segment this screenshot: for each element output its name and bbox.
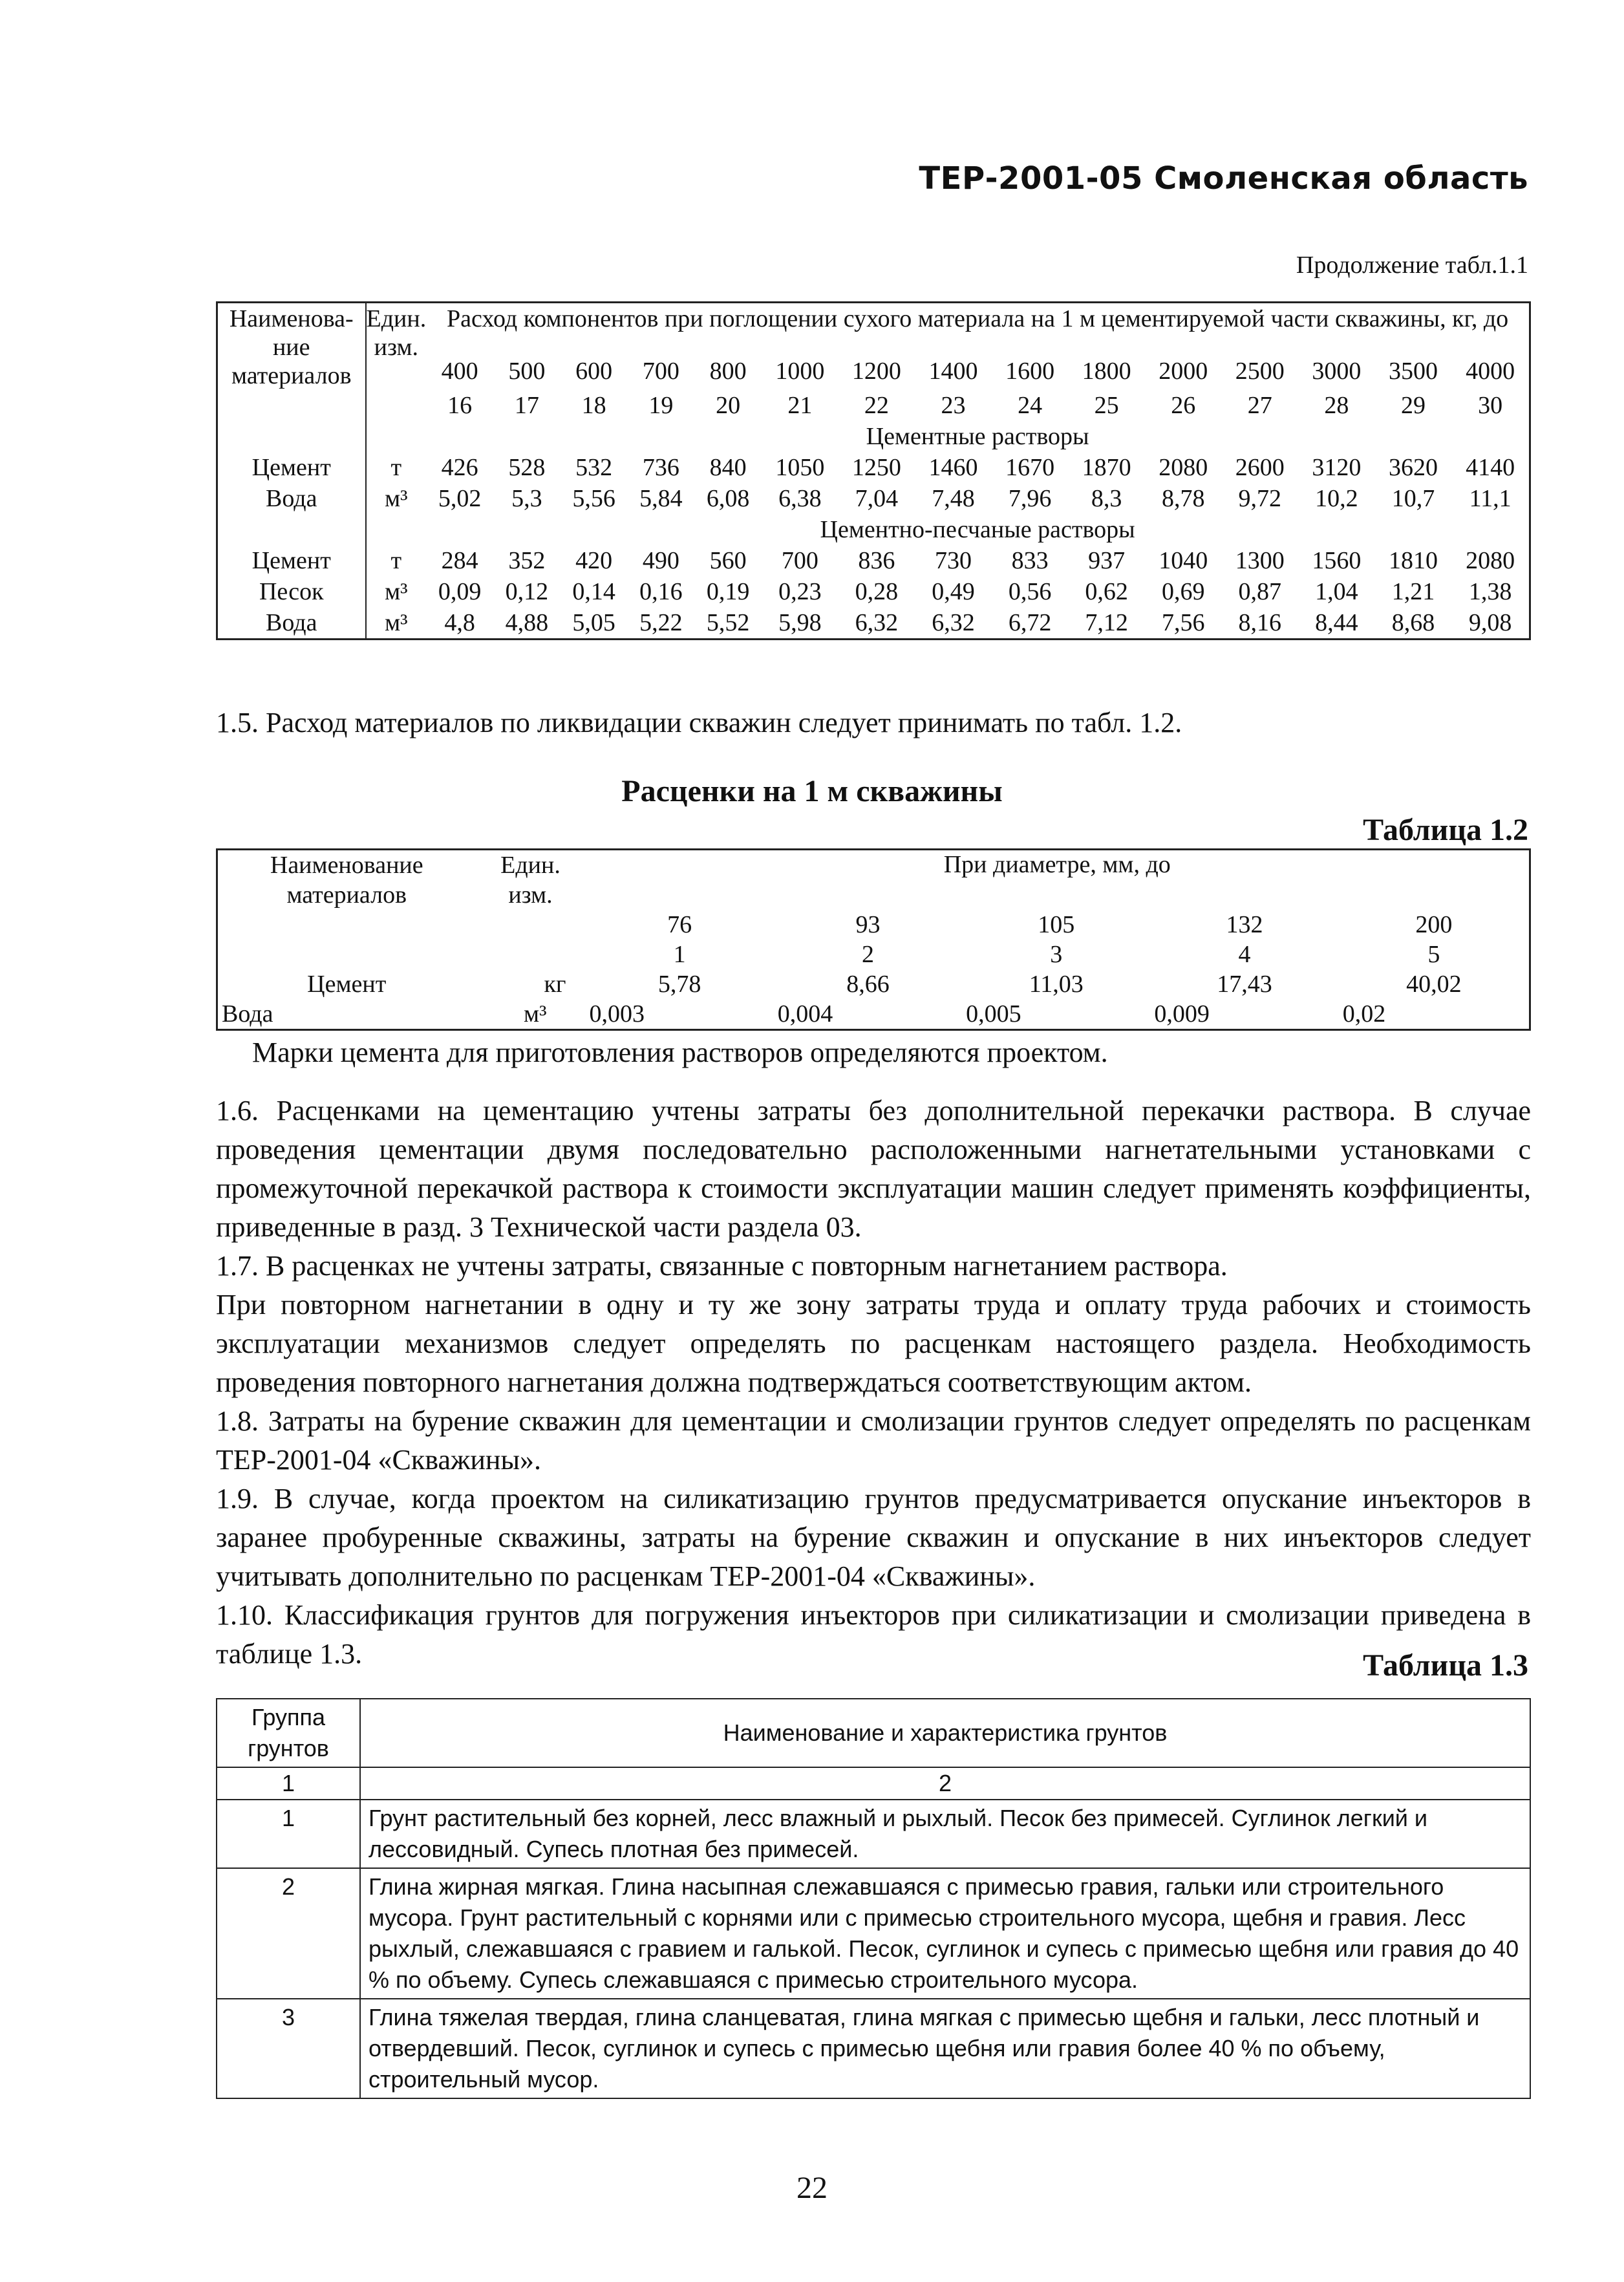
table-row <box>217 483 1530 514</box>
table-cell: 0,16 <box>639 578 683 605</box>
table-cell: 17,43 <box>1217 971 1272 998</box>
table-cell: 7,56 <box>1145 607 1222 640</box>
table-cell: 8,16 <box>1222 607 1299 640</box>
table-cell: 6,72 <box>992 607 1069 640</box>
table-cell: 0,28 <box>855 578 899 605</box>
table-cell: 2080 <box>1466 547 1515 574</box>
table-cell: 0,004 <box>777 1000 833 1028</box>
table-cell: 5,02 <box>438 485 482 512</box>
table-cell: 0,23 <box>778 578 822 605</box>
table-cell: 2080 <box>1159 454 1208 481</box>
table-cell: 532 <box>575 454 613 481</box>
column-number: 25 <box>1094 392 1119 419</box>
t3-group: 2 <box>217 1868 360 1999</box>
table-cell: 0,003 <box>589 1000 645 1028</box>
unit: т <box>390 454 402 481</box>
material-name: Цемент <box>217 452 366 483</box>
table-cell: 1250 <box>851 454 901 481</box>
table-cell: 0,56 <box>1008 578 1052 605</box>
t3-col-header-group: Группа грунтов <box>217 1699 360 1767</box>
table-row <box>217 452 1530 483</box>
t3-description: Грунт растительный без корней, лесс влажный и рыхлый. Песок без примесей. Суглинок легкий и лессовидный. Супесь плотная без примесей. <box>360 1800 1530 1868</box>
col-header-name: Наименова-ние материалов <box>217 303 366 391</box>
column-number: 28 <box>1324 392 1349 419</box>
table-cell: 5,22 <box>628 607 695 640</box>
consumption-value: 1000 <box>775 358 825 385</box>
diameter-value: 132 <box>1226 911 1263 938</box>
unit: м³ <box>385 485 408 512</box>
table-cell: 5,98 <box>762 607 839 640</box>
table-cell: 8,68 <box>1375 607 1452 640</box>
table-cell: 2600 <box>1235 454 1285 481</box>
unit: т <box>390 547 402 574</box>
diameter-value: 93 <box>855 911 881 938</box>
table-cell: 5,84 <box>639 485 683 512</box>
diameter-value: 105 <box>1038 911 1075 938</box>
table-cell: 8,78 <box>1161 485 1205 512</box>
table-cell: 0,69 <box>1161 578 1205 605</box>
column-number: 18 <box>581 392 606 419</box>
paragraph: 1.9. В случае, когда проектом на силикатизацию грунтов предусматривается опускание инъекторов в заранее пробуренные скважины, затраты на бурение скважин и опускание в них инъекторов следует учитывать дополнительно по расценкам ТЕР-2001-04 «Скважины». <box>216 1483 1531 1592</box>
column-number: 3 <box>1050 941 1063 968</box>
table-cell: 1040 <box>1159 547 1208 574</box>
table-cell: 0,005 <box>966 1000 1021 1028</box>
table-cell: 937 <box>1088 547 1126 574</box>
consumption-value: 1600 <box>1005 358 1055 385</box>
table-row <box>217 607 1530 640</box>
table-cell: 6,08 <box>706 485 750 512</box>
table-cell: 5,78 <box>657 971 701 998</box>
table-cell: 6,32 <box>915 607 992 640</box>
t3-group: 3 <box>217 1999 360 2098</box>
table-cell: 9,72 <box>1238 485 1282 512</box>
table-cell: 11,03 <box>1029 971 1084 998</box>
table-1-1 <box>216 301 1531 640</box>
table-cell: 0,49 <box>932 578 975 605</box>
table-cell: 284 <box>441 547 478 574</box>
paragraph: 1.8. Затраты на бурение скважин для цементации и смолизации грунтов следует определять по расценкам ТЕР-2001-04 «Скважины». <box>216 1405 1531 1476</box>
consumption-value: 1400 <box>928 358 978 385</box>
page-number: 22 <box>796 2171 828 2205</box>
column-number: 4 <box>1238 941 1251 968</box>
table-cell: 0,62 <box>1085 578 1128 605</box>
table-cell: 0,12 <box>505 578 549 605</box>
table-cell: 0,87 <box>1238 578 1282 605</box>
t3-colnum: 1 <box>217 1767 360 1800</box>
table-cell: 11,1 <box>1469 485 1512 512</box>
table-cell: 0,009 <box>1154 1000 1210 1028</box>
table-cell: 1,04 <box>1315 578 1358 605</box>
column-number: 26 <box>1171 392 1196 419</box>
table-continuation-label: Продолжение табл.1.1 <box>1296 252 1528 279</box>
consumption-value: 2000 <box>1159 358 1208 385</box>
t2-row-name: Вода <box>222 1000 273 1028</box>
material-name: Вода <box>217 607 366 640</box>
table-cell: 1,21 <box>1391 578 1435 605</box>
table-cell: 0,09 <box>438 578 482 605</box>
table-cell: 1460 <box>928 454 978 481</box>
column-number: 19 <box>648 392 674 419</box>
table-cell: 8,66 <box>846 971 890 998</box>
consumption-value: 1800 <box>1082 358 1131 385</box>
table-cell: 426 <box>441 454 478 481</box>
consumption-value: 800 <box>709 358 747 385</box>
table-cell: 1670 <box>1005 454 1055 481</box>
table-cell: 3120 <box>1312 454 1362 481</box>
diameter-value: 200 <box>1415 911 1453 938</box>
column-number: 24 <box>1018 392 1043 419</box>
column-number: 23 <box>941 392 966 419</box>
table-cell: 8,3 <box>1091 485 1122 512</box>
column-number: 1 <box>673 941 686 968</box>
section-cement-solutions: Цементные растворы <box>866 423 1089 450</box>
paragraph: 1.6. Расценками на цементацию учтены затраты без дополнительной перекачки раствора. В случае проведения цементации двумя последовательно расположенными нагнетательными установками с промежуточной перекачкой раствора к стоимости эксплуатации машин следует применять коэффициенты, приведенные в разд. 3 Технической части раздела 03. <box>216 1095 1531 1243</box>
table-cell: 420 <box>575 547 613 574</box>
consumption-value: 400 <box>441 358 478 385</box>
t2-row-unit: кг <box>544 971 566 998</box>
document-header: ТЕР-2001-05 Смоленская область <box>919 160 1528 197</box>
col-header-unit: Един. изм. <box>366 305 427 361</box>
column-number: 20 <box>716 392 741 419</box>
table-cell: 528 <box>508 454 546 481</box>
t3-col-header-desc: Наименование и характеристика грунтов <box>360 1699 1530 1767</box>
diameter-value: 76 <box>667 911 692 938</box>
paragraph-1-5: 1.5. Расход материалов по ликвидации скважин следует принимать по табл. 1.2. <box>216 707 1182 738</box>
table-cell: 736 <box>642 454 679 481</box>
table-cell: 700 <box>781 547 818 574</box>
table-cell: 40,02 <box>1406 971 1462 998</box>
table-cell: 9,08 <box>1451 607 1530 640</box>
t2-col-header-unit: Един. изм. <box>500 852 561 909</box>
column-number: 30 <box>1478 392 1503 419</box>
table-cell: 1300 <box>1235 547 1285 574</box>
table-cell: 0,19 <box>706 578 750 605</box>
t3-colnum: 2 <box>360 1767 1530 1800</box>
consumption-value: 2500 <box>1235 358 1285 385</box>
table-cell: 8,44 <box>1298 607 1375 640</box>
table-cell: 5,05 <box>561 607 628 640</box>
table-cell: 4140 <box>1466 454 1515 481</box>
table-cell: 730 <box>934 547 972 574</box>
table-cell: 10,2 <box>1315 485 1358 512</box>
t3-description: Глина жирная мягкая. Глина насыпная слежавшаяся с примесью гравия, гальки или строительного мусора. Грунт растительный с корнями или с примесью строительного мусора, щебня и гравия. Лесс рыхлый, слежавшаяся с гравием и галькой. Песок, суглинок и супесь с примесью щебня или гравия до 40 % по объему. Супесь слежавшаяся с примесью строительного мусора. <box>360 1868 1530 1999</box>
body-paragraphs <box>216 1092 1531 1674</box>
consumption-value: 3500 <box>1388 358 1438 385</box>
t2-row-unit: м³ <box>524 1000 547 1028</box>
material-name: Песок <box>217 576 366 607</box>
column-number: 21 <box>787 392 813 419</box>
table-cell: 7,96 <box>1008 485 1052 512</box>
table-row <box>217 576 1530 607</box>
table-cell: 7,12 <box>1068 607 1145 640</box>
table-cell: 1810 <box>1388 547 1438 574</box>
table-cell: 840 <box>709 454 747 481</box>
column-number: 2 <box>861 941 874 968</box>
table-cell: 836 <box>858 547 895 574</box>
table-1-2 <box>216 848 1531 1031</box>
table-cell: 352 <box>508 547 546 574</box>
table-1-2-label: Таблица 1.2 <box>1363 813 1528 847</box>
material-name: Вода <box>217 483 366 514</box>
table-cell: 1,38 <box>1468 578 1512 605</box>
column-number: 5 <box>1427 941 1440 968</box>
table-1-3 <box>216 1698 1531 2099</box>
table-cell: 4,88 <box>493 607 561 640</box>
table-row <box>217 545 1530 576</box>
table-cell: 0,14 <box>572 578 615 605</box>
table-cell: 5,52 <box>694 607 762 640</box>
table-cell: 5,56 <box>572 485 615 512</box>
table-cell: 833 <box>1011 547 1049 574</box>
unit: м³ <box>385 578 408 605</box>
table-1-2-title: Расценки на 1 м скважины <box>621 774 1003 808</box>
table-cell: 1870 <box>1082 454 1131 481</box>
section-cement-sand-solutions: Цементно-песчаные растворы <box>820 516 1135 543</box>
t3-group: 1 <box>217 1800 360 1868</box>
column-number: 22 <box>864 392 889 419</box>
table-cell: 490 <box>642 547 679 574</box>
cement-note: Марки цемента для приготовления растворов определяются проектом. <box>252 1037 1108 1068</box>
table-cell: 7,48 <box>932 485 975 512</box>
t2-col-header-name: Наименование материалов <box>270 852 423 909</box>
consumption-value: 700 <box>642 358 679 385</box>
consumption-value: 1200 <box>851 358 901 385</box>
consumption-value: 600 <box>575 358 613 385</box>
t2-row-name: Цемент <box>307 971 387 998</box>
table-cell: 1560 <box>1312 547 1362 574</box>
consumption-value: 4000 <box>1466 358 1515 385</box>
t3-description: Глина тяжелая твердая, глина сланцеватая, глина мягкая с примесью щебня и гальки, лесс плотный и отвердевший. Песок, суглинок и супесь с примесью щебня или гравия более 40 % по объему, строительный мусор. <box>360 1999 1530 2098</box>
consumption-value: 500 <box>508 358 546 385</box>
table-cell: 5,3 <box>511 485 542 512</box>
table-1-3-label: Таблица 1.3 <box>1363 1648 1528 1683</box>
col-header-desc: Расход компонентов при поглощении сухого материала на 1 м цементируемой части скважины, кг, до <box>447 305 1509 332</box>
table-cell: 560 <box>709 547 747 574</box>
paragraph: 1.7. В расценках не учтены затраты, связанные с повторным нагнетанием раствора. <box>216 1250 1228 1282</box>
table-cell: 10,7 <box>1391 485 1435 512</box>
table-cell: 3620 <box>1388 454 1438 481</box>
column-number: 29 <box>1400 392 1426 419</box>
table-cell: 7,04 <box>855 485 899 512</box>
table-cell: 6,38 <box>778 485 822 512</box>
material-name: Цемент <box>217 545 366 576</box>
paragraph: 1.10. Классификация грунтов для погружения инъекторов при силикатизации и смолизации приведена в таблице 1.3. <box>216 1599 1531 1670</box>
column-number: 17 <box>514 392 539 419</box>
consumption-value: 3000 <box>1312 358 1362 385</box>
table-cell: 6,32 <box>839 607 915 640</box>
column-number: 27 <box>1247 392 1272 419</box>
column-number: 16 <box>447 392 473 419</box>
table-cell: 4,8 <box>426 607 493 640</box>
unit: м³ <box>366 607 427 640</box>
paragraph: При повторном нагнетании в одну и ту же зону затраты труда и оплату труда рабочих и стоимость эксплуатации механизмов следует определять по расценкам настоящего раздела. Необходимость проведения повторного нагнетания должна подтверждаться соответствующим актом. <box>216 1289 1531 1398</box>
t2-col-header-desc: При диаметре, мм, до <box>943 851 1171 878</box>
table-cell: 0,02 <box>1342 1000 1386 1028</box>
table-cell: 1050 <box>775 454 825 481</box>
